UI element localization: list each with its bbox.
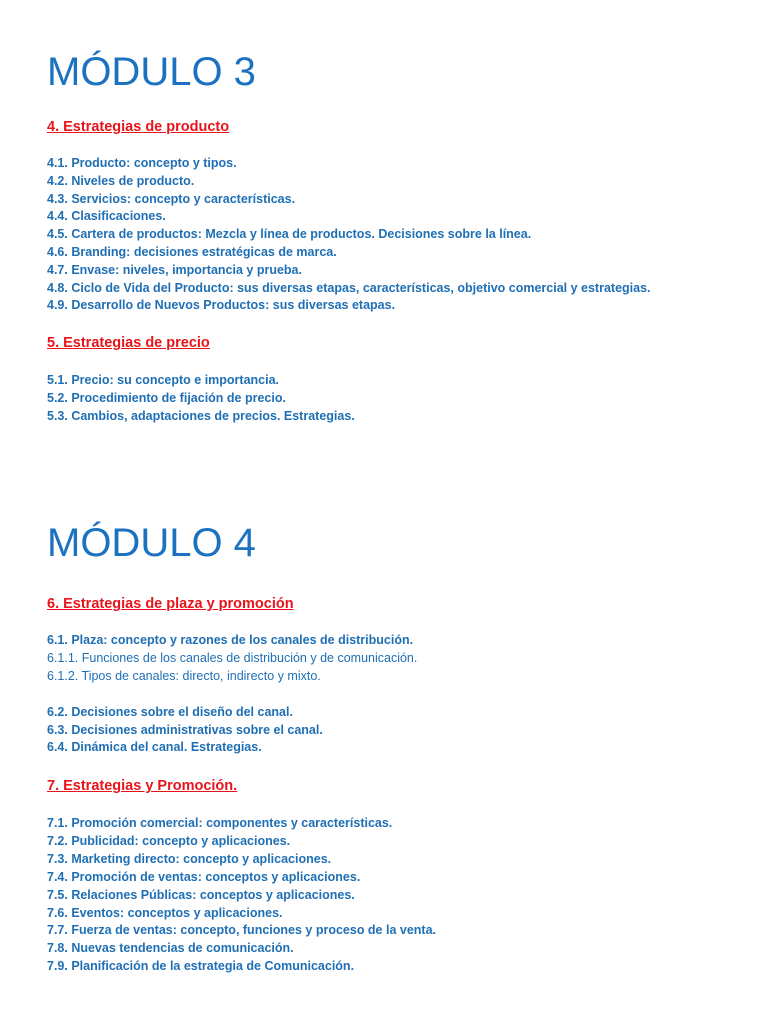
list-item: 4.9. Desarrollo de Nuevos Productos: sus diversas etapas. — [47, 298, 396, 312]
list-item: 4.5. Cartera de productos: Mezcla y línea de productos. Decisiones sobre la línea. — [47, 227, 532, 241]
list-item: 4.8. Ciclo de Vida del Producto: sus diversas etapas, características, objetivo comercial y estrategias. — [47, 281, 651, 295]
section-6-title: 6. Estrategias de plaza y promoción — [47, 596, 294, 612]
list-item: 7.4. Promoción de ventas: conceptos y aplicaciones. — [47, 870, 361, 884]
list-item: 7.6. Eventos: conceptos y aplicaciones. — [47, 906, 283, 920]
list-item: 7.3. Marketing directo: concepto y aplicaciones. — [47, 852, 332, 866]
list-item: 6.1.1. Funciones de los canales de distribución y de comunicación. — [47, 651, 418, 665]
section-5-title: 5. Estrategias de precio — [47, 335, 210, 351]
list-item: 6.2. Decisiones sobre el diseño del canal. — [47, 705, 293, 719]
list-item: 7.5. Relaciones Públicas: conceptos y aplicaciones. — [47, 888, 355, 902]
list-item: 4.4. Clasificaciones. — [47, 209, 166, 223]
list-item: 7.1. Promoción comercial: componentes y características. — [47, 816, 393, 830]
list-item: 7.2. Publicidad: concepto y aplicaciones. — [47, 834, 291, 848]
list-item: 7.9. Planificación de la estrategia de Comunicación. — [47, 959, 355, 973]
list-item: 6.1.2. Tipos de canales: directo, indirecto y mixto. — [47, 669, 321, 683]
list-item: 4.7. Envase: niveles, importancia y prueba. — [47, 263, 302, 277]
list-item: 5.2. Procedimiento de fijación de precio. — [47, 391, 286, 405]
list-item: 4.2. Niveles de producto. — [47, 174, 195, 188]
module-3-title: MÓDULO 3 — [47, 50, 256, 94]
list-item: 6.4. Dinámica del canal. Estrategias. — [47, 740, 262, 754]
list-item: 4.1. Producto: concepto y tipos. — [47, 156, 237, 170]
list-item: 6.3. Decisiones administrativas sobre el canal. — [47, 723, 323, 737]
list-item: 5.1. Precio: su concepto e importancia. — [47, 373, 280, 387]
list-item: 6.1. Plaza: concepto y razones de los canales de distribución. — [47, 633, 414, 647]
section-4-title: 4. Estrategias de producto — [47, 119, 230, 135]
section-7-title: 7. Estrategias y Promoción. — [47, 778, 238, 794]
list-item: 7.7. Fuerza de ventas: concepto, funciones y proceso de la venta. — [47, 923, 437, 937]
list-item: 4.3. Servicios: concepto y características. — [47, 192, 296, 206]
list-item: 5.3. Cambios, adaptaciones de precios. Estrategias. — [47, 409, 355, 423]
module-4-title: MÓDULO 4 — [47, 521, 256, 565]
list-item: 4.6. Branding: decisiones estratégicas de marca. — [47, 245, 337, 259]
list-item: 7.8. Nuevas tendencias de comunicación. — [47, 941, 294, 955]
